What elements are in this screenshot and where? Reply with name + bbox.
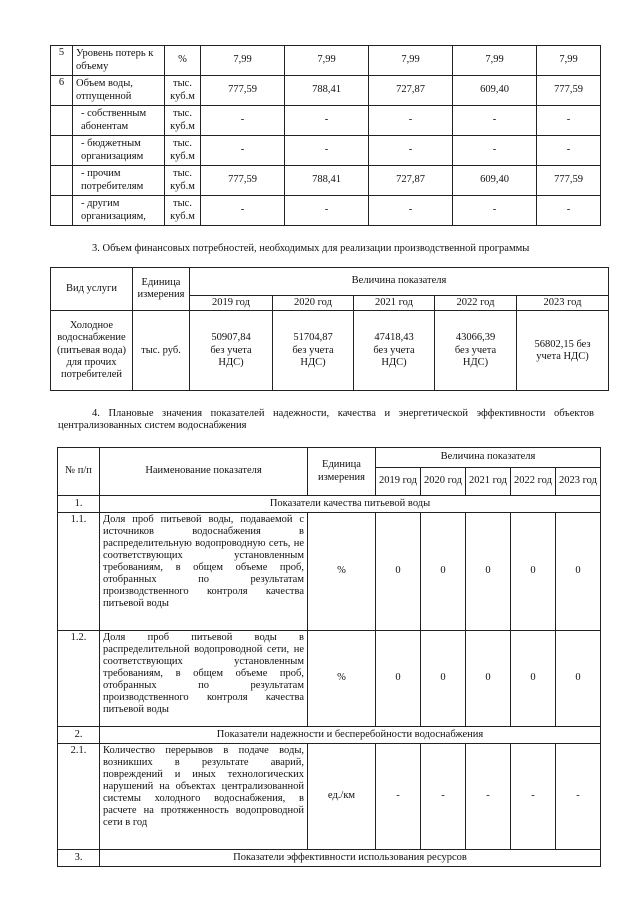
row-name: - собственным абонентам (73, 106, 165, 136)
section-number: 3. (58, 850, 100, 867)
row-value: 7,99 (369, 46, 453, 76)
row-name: - прочим потребителям (73, 166, 165, 196)
row-value: 777,59 (537, 166, 601, 196)
section4-title: 4. Плановые значения показателей надежности, качества и энергетической эффективности объектов централизованных систем водоснабжения (58, 408, 594, 432)
year-header: 2019 год (190, 296, 273, 311)
table-row (51, 136, 601, 166)
row-unit: тыс. куб.м (165, 166, 201, 196)
row-value: 7,99 (285, 46, 369, 76)
indicator-value: - (466, 744, 511, 850)
indicator-name: Доля проб питьевой воды в распределительной водопроводной сети, не соответствующих установленным требованиям, в общем объеме проб, отобранных по результатам производственного контроля качества питьевой воды (100, 631, 308, 727)
row-number (51, 106, 73, 136)
indicator-unit: % (308, 631, 376, 727)
table-row (51, 76, 601, 106)
service-unit: тыс. руб. (133, 311, 190, 391)
header-num: № п/п (58, 448, 100, 496)
row-value: - (369, 106, 453, 136)
finance-value: 43066,39 без учета НДС) (435, 311, 517, 391)
indicator-value: 0 (511, 513, 556, 631)
row-value: 609,40 (453, 76, 537, 106)
header-value: Величина показателя (376, 448, 601, 468)
service-name: Холодное водоснабжение (питьевая вода) для прочих потребителей (51, 311, 133, 391)
indicator-value: 0 (421, 631, 466, 727)
year-header: 2022 год (435, 296, 517, 311)
row-name: - бюджетным организациям (73, 136, 165, 166)
finance-value: 47418,43 без учета НДС) (354, 311, 435, 391)
row-value: - (537, 136, 601, 166)
row-value: 727,87 (369, 76, 453, 106)
indicator-name: Доля проб питьевой воды, подаваемой с источников водоснабжения в распределительную водопроводную сеть, не соответствующих установленным требованиям, в общем объеме проб, отобранных по результатам производственного контроля качества питьевой воды (100, 513, 308, 631)
row-value: - (201, 106, 285, 136)
row-name: Уровень потерь к объему (73, 46, 165, 76)
header-unit: Единица измерения (308, 448, 376, 496)
finance-table (50, 267, 609, 391)
row-value: - (201, 136, 285, 166)
table-row (51, 106, 601, 136)
indicator-value: - (376, 744, 421, 850)
indicator-unit: ед./км (308, 744, 376, 850)
row-value: - (201, 196, 285, 226)
row-number (51, 166, 73, 196)
row-value: 609,40 (453, 166, 537, 196)
row-value: - (453, 106, 537, 136)
row-number: 2.1. (58, 744, 100, 850)
row-unit: тыс. куб.м (165, 106, 201, 136)
row-value: - (285, 196, 369, 226)
indicator-value: 0 (421, 513, 466, 631)
section-heading: Показатели надежности и бесперебойности водоснабжения (100, 727, 601, 744)
row-value: 777,59 (537, 76, 601, 106)
row-unit: % (165, 46, 201, 76)
row-value: 788,41 (285, 76, 369, 106)
row-value: 7,99 (201, 46, 285, 76)
row-unit: тыс. куб.м (165, 76, 201, 106)
indicator-value: 0 (511, 631, 556, 727)
header-value: Величина показателя (190, 268, 609, 296)
header-unit: Единица измерения (133, 268, 190, 311)
row-value: 7,99 (537, 46, 601, 76)
indicator-value: 0 (466, 631, 511, 727)
row-value: - (369, 196, 453, 226)
row-number (51, 136, 73, 166)
finance-value: 51704,87 без учета НДС) (273, 311, 354, 391)
indicator-value: 0 (376, 513, 421, 631)
table-row (51, 166, 601, 196)
indicator-name: Количество перерывов в подаче воды, возникших в результате аварий, повреждений и иных технологических нарушений на объектах централизованной системы холодного водоснабжения, в расчете на протяженность водопроводной сети в год (100, 744, 308, 850)
year-header: 2023 год (556, 468, 601, 496)
row-number: 5 (51, 46, 73, 76)
header-name: Наименование показателя (100, 448, 308, 496)
indicator-value: - (556, 744, 601, 850)
year-header: 2022 год (511, 468, 556, 496)
year-header: 2021 год (354, 296, 435, 311)
row-value: 727,87 (369, 166, 453, 196)
year-header: 2021 год (466, 468, 511, 496)
row-value: - (369, 136, 453, 166)
row-value: - (285, 106, 369, 136)
row-value: - (537, 106, 601, 136)
row-number: 1.1. (58, 513, 100, 631)
indicators-table (57, 447, 601, 867)
row-value: - (285, 136, 369, 166)
header-service: Вид услуги (51, 268, 133, 311)
row-value: 7,99 (453, 46, 537, 76)
row-value: - (453, 196, 537, 226)
indicator-value: 0 (556, 513, 601, 631)
indicator-value: 0 (466, 513, 511, 631)
indicator-value: - (421, 744, 466, 850)
row-name: Объем воды, отпущенной (73, 76, 165, 106)
row-value: 788,41 (285, 166, 369, 196)
section-number: 2. (58, 727, 100, 744)
row-number: 6 (51, 76, 73, 106)
year-header: 2020 год (273, 296, 354, 311)
finance-value: 50907,84 без учета НДС) (190, 311, 273, 391)
table-row (51, 46, 601, 76)
row-value: 777,59 (201, 76, 285, 106)
section3-title: 3. Объем финансовых потребностей, необходимых для реализации производственной программы (92, 243, 530, 254)
year-header: 2023 год (517, 296, 609, 311)
indicator-value: - (511, 744, 556, 850)
row-value: - (453, 136, 537, 166)
finance-value: 56802,15 без учета НДС) (517, 311, 609, 391)
indicator-value: 0 (376, 631, 421, 727)
section-number: 1. (58, 496, 100, 513)
year-header: 2020 год (421, 468, 466, 496)
production-table (50, 45, 601, 226)
row-name: - другим организациям, (73, 196, 165, 226)
row-value: - (537, 196, 601, 226)
row-unit: тыс. куб.м (165, 136, 201, 166)
indicator-value: 0 (556, 631, 601, 727)
year-header: 2019 год (376, 468, 421, 496)
table-row (51, 196, 601, 226)
indicator-unit: % (308, 513, 376, 631)
row-value: 777,59 (201, 166, 285, 196)
row-number (51, 196, 73, 226)
section-heading: Показатели качества питьевой воды (100, 496, 601, 513)
row-unit: тыс. куб.м (165, 196, 201, 226)
section-heading: Показатели эффективности использования ресурсов (100, 850, 601, 867)
row-number: 1.2. (58, 631, 100, 727)
